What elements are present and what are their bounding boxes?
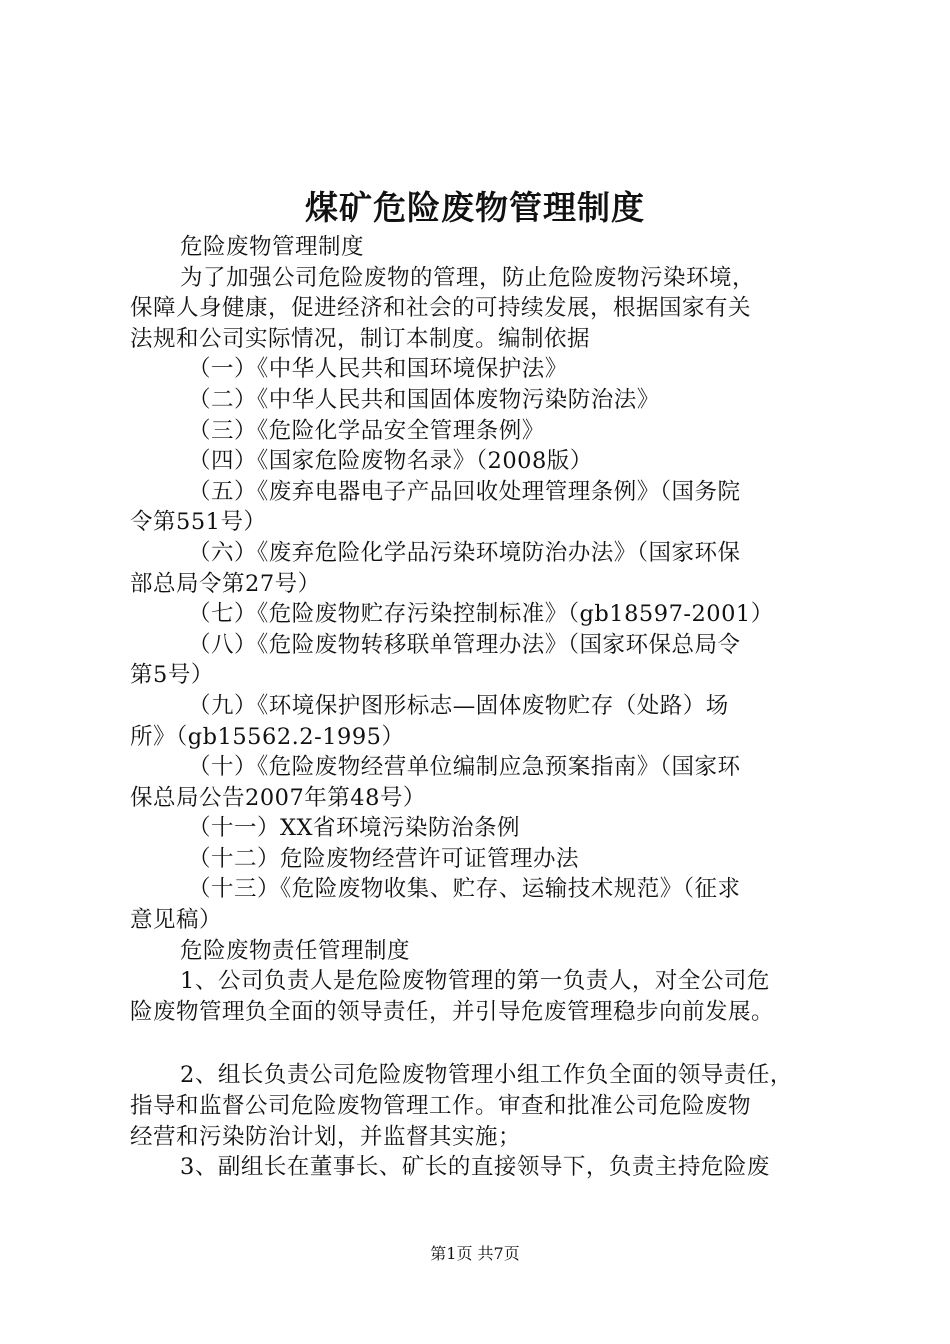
paragraph-line: 指导和监督公司危险废物管理工作。审查和批准公司危险废物: [130, 1093, 752, 1120]
reference-item: （十二）危险废物经营许可证管理办法: [188, 845, 580, 872]
paragraph-gap: [130, 1027, 840, 1060]
paragraph-line: 1、公司负责人是危险废物管理的第一负责人，对全公司危: [180, 968, 770, 995]
reference-item-continuation: 意见稿）: [130, 907, 223, 934]
reference-item: （十三）《危险废物收集、贮存、运输技术规范》（征求: [188, 876, 741, 903]
reference-item-continuation: 保总局公告2007年第48号）: [130, 784, 426, 811]
document-title: 煤矿危险废物管理制度: [305, 188, 645, 227]
paragraph-line: 3、副组长在董事长、矿长的直接领导下，负责主持危险废: [180, 1154, 770, 1181]
reference-item: （七）《危险废物贮存污染控制标准》（gb18597-2001）: [188, 601, 774, 628]
paragraph-line: 保障人身健康，促进经济和社会的可持续发展，根据国家有关: [130, 295, 752, 322]
page-number-footer: 第1页 共7页: [430, 1244, 520, 1263]
paragraph-line: 为了加强公司危险废物的管理，防止危险废物污染环境，: [180, 264, 756, 291]
reference-item: （十）《危险废物经营单位编制应急预案指南》（国家环: [188, 754, 741, 781]
paragraph-line: 法规和公司实际情况，制订本制度。编制依据: [130, 325, 591, 352]
paragraph-line: 险废物管理负全面的领导责任，并引导危废管理稳步向前发展。: [130, 998, 775, 1025]
document-body: [130, 232, 840, 1183]
reference-item-continuation: 所》（gb15562.2-1995）: [130, 723, 405, 750]
paragraph-line: 经营和污染防治计划，并监督其实施；: [130, 1123, 522, 1150]
reference-item: （四）《国家危险废物名录》（2008版）: [188, 448, 593, 475]
reference-item-continuation: 令第551号）: [130, 509, 267, 536]
reference-item: （十一）XX省环境污染防治条例: [188, 815, 521, 842]
reference-item: （三）《危险化学品安全管理条例》: [188, 417, 545, 444]
reference-item: （八）《危险废物转移联单管理办法》（国家环保总局令: [188, 631, 741, 658]
reference-item-continuation: 部总局令第27号）: [130, 570, 321, 597]
section-heading: 危险废物责任管理制度: [180, 937, 411, 964]
reference-item: （六）《废弃危险化学品污染环境防治办法》（国家环保: [188, 539, 741, 566]
reference-item-continuation: 第5号）: [130, 662, 214, 689]
reference-item: （二）《中华人民共和国固体废物污染防治法》: [188, 386, 660, 413]
section-heading: 危险废物管理制度: [180, 234, 365, 260]
paragraph-line: 2、组长负责公司危险废物管理小组工作负全面的领导责任，: [180, 1062, 793, 1089]
reference-item: （九）《环境保护图形标志—固体废物贮存（处路）场: [188, 692, 729, 719]
reference-item: （一）《中华人民共和国环境保护法》: [188, 356, 568, 383]
reference-item: （五）《废弃电器电子产品回收处理管理条例》（国务院: [188, 478, 741, 505]
